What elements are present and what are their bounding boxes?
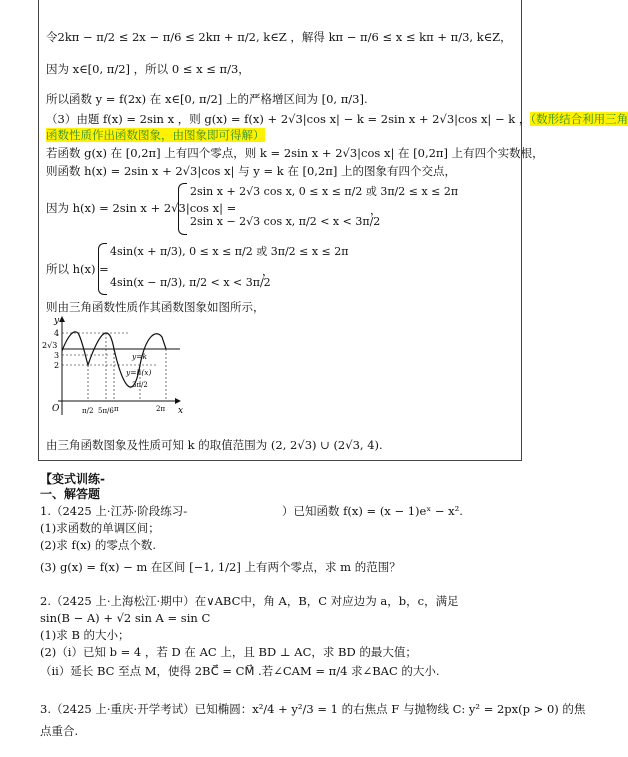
- piecewise-h-tail: ，: [370, 203, 382, 217]
- question-2-part-2ii: （ii）延长 BC 至点 M，使得 2BC⃗ = CM⃗ .若∠CAM = π/4 求∠BAC 的大小.: [40, 664, 440, 678]
- question-1-part-2: (2)求 f(x) 的零点个数.: [40, 538, 156, 552]
- question-2-condition: sin(B − A) + √2 sin A = sin C: [40, 611, 211, 625]
- question-1-source: 1.（2425 上·江苏·阶段练习-: [40, 504, 188, 518]
- question-3-cont: 点重合.: [40, 724, 79, 738]
- piecewise-sin-tail: ，: [262, 264, 274, 278]
- tick-x-3pi-2: 3π/2: [132, 381, 148, 389]
- piecewise-sin-case-2: 4sin(x − π/3), π/2 < x < 3π/2: [110, 276, 271, 289]
- tick-x-pi-2: π/2: [82, 407, 94, 415]
- solution-line-4: [46, 112, 628, 126]
- question-1-part-3: (3) g(x) = f(x) − m 在区间 [−1, 1/2] 上有两个零点，求 m 的范围？: [40, 560, 401, 574]
- solution-line-10: 则由三角函数性质作其函数图象如图所示，: [46, 300, 265, 314]
- solution-hint-highlight-cont: 函数性质作出函数图象，由图象即可得解）: [46, 128, 265, 142]
- question-3-lead: 3.（2425 上·重庆·开学考试）已知椭圆：x²/4 + y²/3 = 1 的右焦点 F 与抛物线 C: y² = 2px(p > 0) 的焦: [40, 702, 586, 716]
- question-2-part-2i: (2)（i）已知 b = 4 ，若 D 在 AC 上，且 BD ⊥ AC，求 BD 的最大值；: [40, 645, 417, 659]
- solution-hint-highlight: （数形结合利用三角: [530, 112, 628, 126]
- piecewise-sin-lead: 所以 h(x) =: [46, 262, 109, 276]
- question-2-lead: 2.（2425 上·上海松江·期中）在∨ABC中，角 A，B，C 对应边为 a，b，c，满足: [40, 594, 459, 608]
- solution-line-7: 则函数 h(x) = 2sin x + 2√3|cos x| 与 y = k 在 [0,2π] 上的图象有四个交点，: [46, 164, 456, 178]
- solution-line-3: 所以函数 y = f(2x) 在 x∈[0, π/2] 上的严格增区间为 [0, π/3].: [46, 92, 368, 106]
- function-graph: [40, 315, 190, 420]
- solution-line-5: [46, 128, 265, 142]
- tick-x-pi: π: [114, 405, 119, 413]
- piecewise-h-case-1: 2sin x + 2√3 cos x, 0 ≤ x ≤ π/2 或 3π/2 ≤ x ≤ 2π: [190, 185, 459, 198]
- question-1-part-1: (1)求函数的单调区间；: [40, 521, 160, 535]
- tick-y-3: 3: [54, 351, 60, 360]
- tick-y-2sqrt3: 2√3: [42, 341, 58, 350]
- solution-line-2: 因为 x∈[0, π/2] ，所以 0 ≤ x ≤ π/3，: [46, 62, 250, 76]
- axis-y-label: y: [54, 316, 60, 326]
- piecewise-h-lead: 因为 h(x) = 2sin x + 2√3|cos x| =: [46, 201, 237, 215]
- piecewise-brace-1: [178, 183, 187, 235]
- piecewise-brace-2: [98, 243, 107, 295]
- solution-line-4-text: （3）由题 f(x) = 2sin x ，则 g(x) = f(x) + 2√3|cos x| − k = 2sin x + 2√3|cos x| − k ，: [46, 112, 531, 126]
- piecewise-sin-case-1: 4sin(x + π/3), 0 ≤ x ≤ π/2 或 3π/2 ≤ x ≤ 2π: [110, 245, 349, 258]
- solution-line-1: 令2kπ − π/2 ≤ 2x − π/6 ≤ 2kπ + π/2, k∈Z ，解得 kπ − π/6 ≤ x ≤ kπ + π/3, k∈Z，: [46, 30, 512, 44]
- piecewise-h-case-2: 2sin x − 2√3 cos x, π/2 < x < 3π/2: [190, 215, 381, 228]
- axis-x-label: x: [178, 406, 184, 416]
- exercise-section: 一、解答题: [40, 487, 101, 501]
- solution-line-6: 若函数 g(x) 在 [0,2π] 上有四个零点，则 k = 2sin x + 2√3|cos x| 在 [0,2π] 上有四个实数根，: [46, 146, 544, 160]
- question-1-stem: ）已知函数 f(x) = (x − 1)eˣ − x².: [282, 504, 463, 518]
- origin-label: O: [52, 404, 60, 414]
- solution-conclusion: 由三角函数图象及性质可知 k 的取值范围为 (2, 2√3) ∪ (2√3, 4).: [46, 438, 383, 452]
- exercise-title: 【变式训练-: [40, 472, 105, 486]
- tick-x-5pi-6: 5π/6: [98, 407, 114, 415]
- label-y-k: y=k: [132, 352, 148, 361]
- tick-y-2: 2: [54, 361, 60, 370]
- label-y-h: y=h(x): [126, 368, 152, 377]
- question-1-lead: [40, 504, 187, 518]
- question-2-part-1: (1)求 B 的大小；: [40, 628, 130, 642]
- tick-x-2pi: 2π: [156, 405, 166, 413]
- tick-y-4: 4: [54, 329, 60, 338]
